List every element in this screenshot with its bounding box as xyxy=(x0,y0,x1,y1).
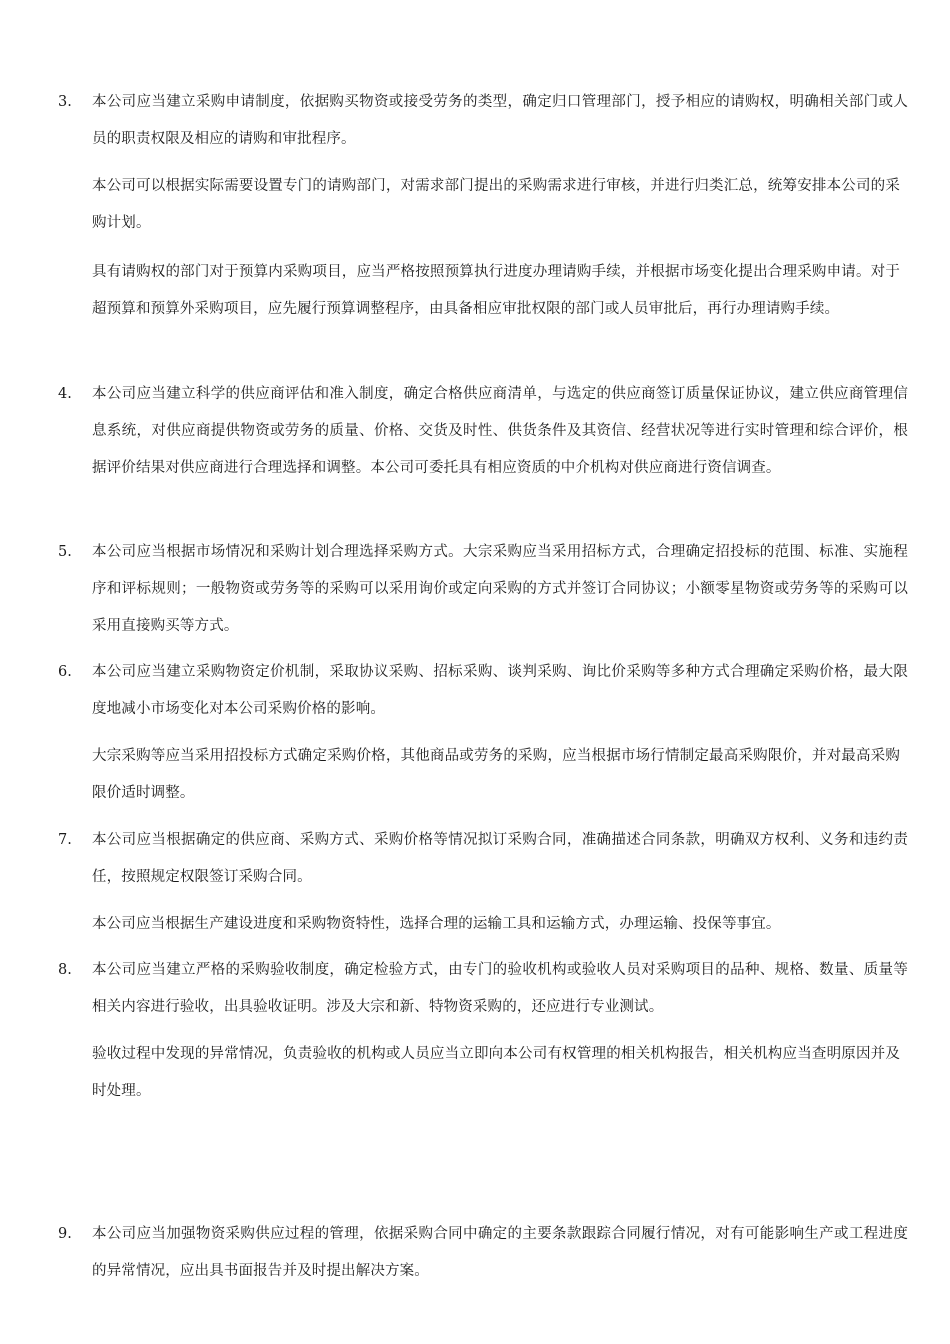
clause-6-sub-1: 大宗采购等应当采用招投标方式确定采购价格，其他商品或劳务的采购，应当根据市场行情制定最高采购限价，并对最高采购限价适时调整。 xyxy=(92,748,900,801)
clause-number: 7. xyxy=(58,832,72,848)
clause-7-sub-1: 本公司应当根据生产建设进度和采购物资特性，选择合理的运输工具和运输方式，办理运输、投保等事宜。 xyxy=(92,916,781,932)
clause-number: 9. xyxy=(58,1226,72,1242)
clause-text: 本公司应当建立采购申请制度，依据购买物资或接受劳务的类型，确定归口管理部门，授予相应的请购权，明确相关部门或人员的职责权限及相应的请购和审批程序。 xyxy=(92,94,908,147)
clause-7 xyxy=(58,822,908,896)
clause-8 xyxy=(58,952,908,1026)
clause-3-sub-1: 本公司可以根据实际需要设置专门的请购部门，对需求部门提出的采购需求进行审核，并进行归类汇总，统筹安排本公司的采购计划。 xyxy=(92,178,900,231)
clause-number: 6. xyxy=(58,664,72,680)
clause-text: 本公司应当根据确定的供应商、采购方式、采购价格等情况拟订采购合同，准确描述合同条款，明确双方权利、义务和违约责任，按照规定权限签订采购合同。 xyxy=(92,832,908,885)
clause-5 xyxy=(58,534,908,645)
clause-number: 5. xyxy=(58,544,72,560)
clause-3 xyxy=(58,84,908,158)
clause-3-sub-2: 具有请购权的部门对于预算内采购项目，应当严格按照预算执行进度办理请购手续，并根据市场变化提出合理采购申请。对于超预算和预算外采购项目，应先履行预算调整程序，由具备相应审批权限的部门或人员审批后，再行办理请购手续。 xyxy=(92,264,900,317)
clause-number: 8. xyxy=(58,962,72,978)
clause-text: 本公司应当根据市场情况和采购计划合理选择采购方式。大宗采购应当采用招标方式，合理确定招投标的范围、标准、实施程序和评标规则；一般物资或劳务等的采购可以采用询价或定向采购的方式并签订合同协议；小额零星物资或劳务等的采购可以采用直接购买等方式。 xyxy=(92,544,908,634)
clause-text: 本公司应当建立采购物资定价机制，采取协议采购、招标采购、谈判采购、询比价采购等多种方式合理确定采购价格，最大限度地减小市场变化对本公司采购价格的影响。 xyxy=(92,664,908,717)
clause-number: 3. xyxy=(58,94,72,110)
clause-text: 本公司应当加强物资采购供应过程的管理，依据采购合同中确定的主要条款跟踪合同履行情况，对有可能影响生产或工程进度的异常情况，应出具书面报告并及时提出解决方案。 xyxy=(92,1226,908,1279)
clause-8-sub-1: 验收过程中发现的异常情况，负责验收的机构或人员应当立即向本公司有权管理的相关机构报告，相关机构应当查明原因并及时处理。 xyxy=(92,1046,900,1099)
clause-number: 4. xyxy=(58,386,72,402)
clause-9 xyxy=(58,1216,908,1290)
clause-6 xyxy=(58,654,908,728)
clause-4 xyxy=(58,376,908,487)
clause-text: 本公司应当建立科学的供应商评估和准入制度，确定合格供应商清单，与选定的供应商签订质量保证协议，建立供应商管理信息系统，对供应商提供物资或劳务的质量、价格、交货及时性、供货条件及其资信、经营状况等进行实时管理和综合评价，根据评价结果对供应商进行合理选择和调整。本公司可委托具有相应资质的中介机构对供应商进行资信调查。 xyxy=(92,386,908,476)
clause-text: 本公司应当建立严格的采购验收制度，确定检验方式，由专门的验收机构或验收人员对采购项目的品种、规格、数量、质量等相关内容进行验收，出具验收证明。涉及大宗和新、特物资采购的，还应进行专业测试。 xyxy=(92,962,908,1015)
